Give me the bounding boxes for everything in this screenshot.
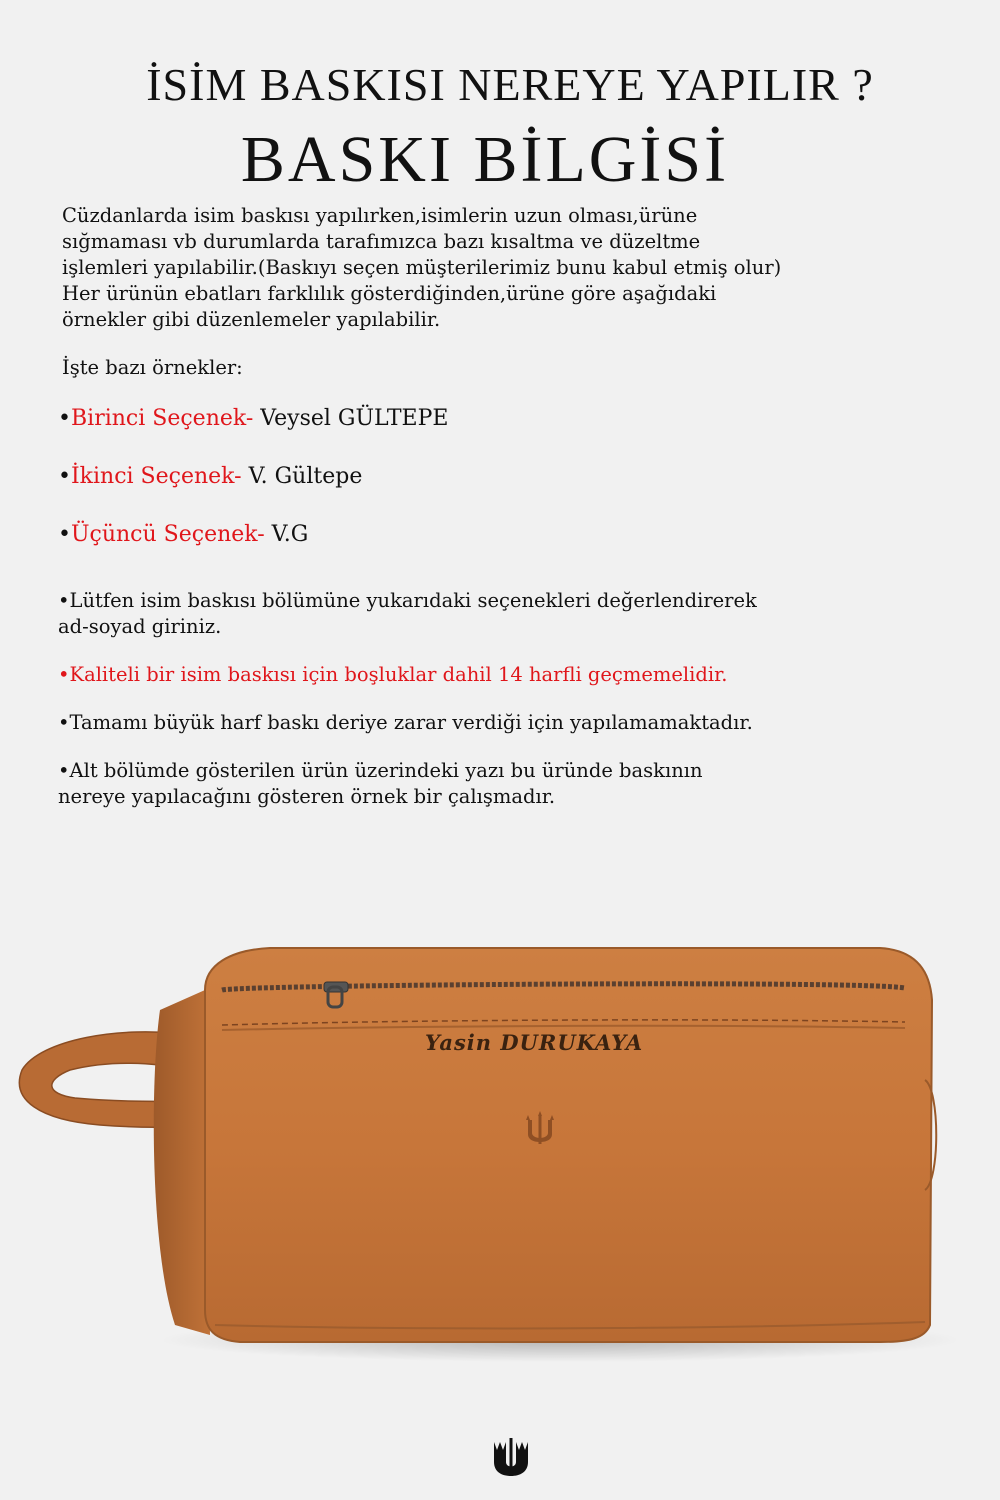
intro-paragraph	[62, 203, 962, 333]
note-sample	[58, 758, 958, 810]
option-example: V.G	[271, 522, 309, 547]
note-uppercase	[58, 710, 958, 736]
option-example: V. Gültepe	[248, 464, 363, 489]
bullet: •	[58, 464, 71, 489]
intro-line: Her ürünün ebatları farklılık gösterdiğinden,ürüne göre aşağıdaki	[62, 282, 717, 305]
option-first	[58, 406, 448, 431]
note-enter-name	[58, 588, 958, 640]
leather-bag-image	[0, 930, 1000, 1380]
page-title: İSİM BASKISI NEREYE YAPILIR ?	[146, 59, 874, 110]
note-letter-limit	[58, 662, 958, 688]
bag-body	[205, 948, 932, 1342]
trident-crown-icon	[488, 1438, 534, 1478]
note-line: •Lütfen isim baskısı bölümüne yukarıdaki seçenekleri değerlendirerek	[58, 589, 757, 612]
option-label: İkinci Seçenek-	[70, 464, 242, 489]
note-line: •Kaliteli bir isim baskısı için boşluklar dahil 14 harfli geçmemelidir.	[58, 663, 728, 686]
bag-side-panel	[154, 990, 210, 1335]
bullet: •	[58, 406, 71, 431]
option-second	[58, 464, 362, 489]
examples-label: İşte bazı örnekler:	[62, 356, 243, 379]
option-example: Veysel GÜLTEPE	[260, 406, 449, 431]
intro-line: örnekler gibi düzenlemeler yapılabilir.	[62, 308, 441, 331]
note-line: •Alt bölümde gösterilen ürün üzerindeki yazı bu üründe baskının	[58, 759, 703, 782]
intro-line: Cüzdanlarda isim baskısı yapılırken,isimlerin uzun olması,ürüne	[62, 204, 698, 227]
note-line: •Tamamı büyük harf baskı deriye zarar verdiği için yapılamamaktadır.	[58, 711, 753, 734]
engraving-sample-text: Yasin DURUKAYA	[425, 1030, 644, 1055]
note-line: nereye yapılacağını gösteren örnek bir çalışmadır.	[58, 785, 556, 808]
option-third	[58, 522, 308, 547]
note-line: ad-soyad giriniz.	[58, 615, 222, 638]
intro-line: işlemleri yapılabilir.(Baskıyı seçen müşterilerimiz bunu kabul etmiş olur)	[62, 256, 782, 279]
intro-line: sığmaması vb durumlarda tarafımızca bazı kısaltma ve düzeltme	[62, 230, 701, 253]
option-label: Birinci Seçenek-	[70, 406, 254, 431]
option-label: Üçüncü Seçenek-	[70, 522, 265, 547]
bullet: •	[58, 522, 71, 547]
page-subtitle: BASKI BİLGİSİ	[240, 123, 730, 196]
